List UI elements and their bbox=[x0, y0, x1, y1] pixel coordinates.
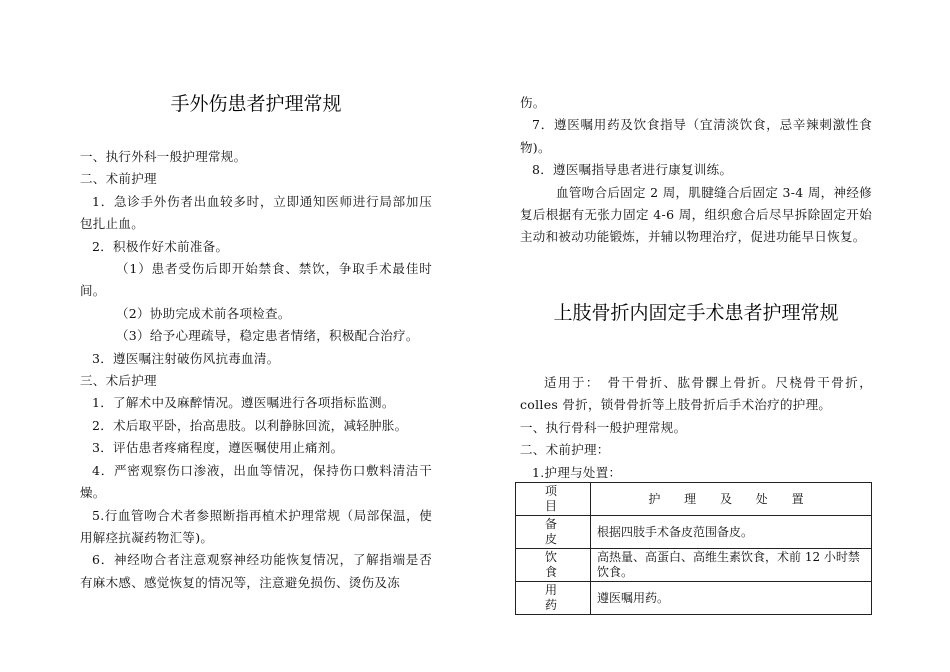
table-cell: 备 皮 bbox=[516, 516, 591, 549]
paragraph: 血管吻合后固定 2 周，肌腱缝合后固定 3-4 周，神经修复后根据有无张力固定 4-6 周，组织愈合后尽早拆除固定开始主动和被动功能锻炼，并辅以物理治疗，促进功能早日恢复。 bbox=[520, 184, 872, 245]
table-cell: 根据四肢手术备皮范围备皮。 bbox=[591, 516, 872, 549]
right-body-bottom bbox=[520, 372, 872, 484]
paragraph: 一、执行骨科一般护理常规。 bbox=[520, 419, 687, 435]
paragraph: 7．遵医嘱用药及饮食指导（宜清淡饮食，忌辛辣刺激性食物)。 bbox=[520, 117, 872, 155]
table-row bbox=[516, 516, 872, 549]
paragraph: 三、术后护理 bbox=[80, 373, 157, 389]
table-header-cell: 项 目 bbox=[516, 483, 591, 516]
table-header-cell: 护 理 及 处 置 bbox=[591, 483, 872, 516]
table-cell: 饮 食 bbox=[516, 549, 591, 582]
paragraph: 2．术后取平卧，抬高患肢。以利静脉回流，减轻肿胀。 bbox=[92, 417, 408, 433]
table-cell: 用 药 bbox=[516, 582, 591, 615]
table-cell: 遵医嘱用药。 bbox=[591, 582, 872, 615]
paragraph: 一、执行外科一般护理常规。 bbox=[80, 149, 247, 164]
paragraph: 4．严密观察伤口渗液，出血等情况，保持伤口敷料清洁干燥。 bbox=[80, 462, 432, 501]
paragraph: 1．了解术中及麻醉情况。遵医嘱进行各项指标监测。 bbox=[92, 395, 395, 411]
paragraph: 3．遵医嘱注射破伤风抗毒血清。 bbox=[92, 350, 280, 366]
left-title: 手外伤患者护理常规 bbox=[170, 93, 342, 115]
left-body bbox=[80, 146, 432, 594]
paragraph: 二、术前护理 bbox=[80, 171, 157, 187]
paragraph: 2．积极作好术前准备。 bbox=[92, 238, 229, 254]
paragraph: （1）患者受伤后即开始禁食、禁饮，争取手术最佳时间。 bbox=[80, 261, 432, 299]
paragraph: （2）协助完成术前各项检查。 bbox=[116, 305, 291, 321]
paragraph: 伤。 bbox=[520, 95, 546, 110]
table-row bbox=[516, 582, 872, 615]
paragraph: 5.行血管吻合术者参照断指再植术护理常规（局部保温，使用解痉抗凝药物汇等)。 bbox=[80, 507, 432, 545]
paragraph: 适用于： 骨干骨折、肱骨髁上骨折。尺桡骨干骨折，colles 骨折，锁骨骨折等上肢骨折后手术治疗的护理。 bbox=[520, 375, 872, 413]
paragraph: 3．评估患者疼痛程度，遵医嘱使用止痛剂。 bbox=[92, 440, 344, 456]
paragraph: 1.护理与处置： bbox=[532, 464, 622, 480]
table-header-row bbox=[516, 483, 872, 516]
paragraph: （3）给予心理疏导，稳定患者情绪，积极配合治疗。 bbox=[116, 328, 419, 344]
care-table bbox=[515, 482, 872, 615]
paragraph: 1．急诊手外伤者出血较多时，立即通知医师进行局部加压包扎止血。 bbox=[80, 193, 432, 232]
paragraph: 6．神经吻合者注意观察神经功能恢复情况，了解指端是否有麻木感、感觉恢复的情况等，注意避免损伤、烫伤及冻 bbox=[80, 552, 432, 590]
paragraph: 二、术前护理： bbox=[520, 442, 610, 458]
table-cell: 高热量、高蛋白、高维生素饮食，术前 12 小时禁饮食。 bbox=[591, 549, 872, 582]
paragraph: 8．遵医嘱指导患者进行康复训练。 bbox=[532, 162, 733, 178]
right-body-top bbox=[520, 92, 872, 249]
table-row bbox=[516, 549, 872, 582]
right-title: 上肢骨折内固定手术患者护理常规 bbox=[553, 302, 839, 324]
